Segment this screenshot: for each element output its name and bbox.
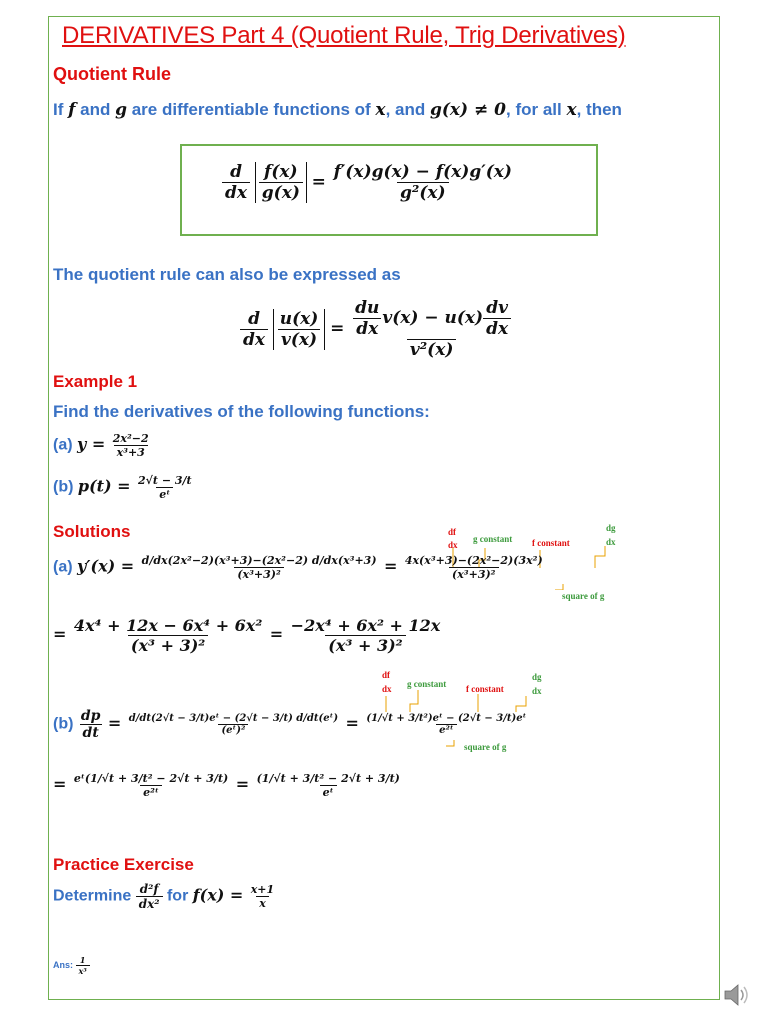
intro-g: g <box>115 100 127 120</box>
f2-vx: v(x) <box>278 329 320 350</box>
ann-b-square-of-g: square of g <box>464 742 507 752</box>
part-b-label: (b) <box>53 478 78 496</box>
sol-b-eq1: = <box>107 713 122 733</box>
answer-den: x³ <box>76 965 90 976</box>
alt-expression-text: The quotient rule can also be expressed as <box>53 265 401 284</box>
intro-w5: , for all <box>506 100 567 119</box>
sol-a-lhs: y′(x) = <box>77 556 135 576</box>
f2-du: du <box>355 298 380 318</box>
quotient-rule-heading: Quotient Rule <box>53 64 171 84</box>
practice-fx: f(x) = <box>192 885 244 905</box>
solutions-heading: Solutions <box>53 522 131 541</box>
part-b-lhs: p(t) = <box>77 476 131 496</box>
f2-d: d <box>248 308 260 329</box>
sol-b-den2: e²ᵗ <box>436 724 456 736</box>
ann-a-dx2: dx <box>606 537 616 547</box>
part-b-num: 2√t − 3/t <box>138 474 192 487</box>
part-a-den: x³+3 <box>114 445 148 459</box>
sol-a-eq3: = <box>269 624 284 644</box>
intro-w4: , and <box>385 100 430 119</box>
f1-gx: g(x) <box>259 182 303 203</box>
sol-b-l2-num2: (1/√t + 3/t² − 2√t + 3/t) <box>256 772 400 785</box>
practice-w1: Determine <box>53 887 136 905</box>
sol-a-line1 <box>53 554 546 581</box>
sol-b-eq2: = <box>345 713 359 733</box>
sol-b-num2: (1/√t + 3/t²)eᵗ − (2√t − 3/t)eᵗ <box>366 713 527 724</box>
sol-b-eq4: = <box>235 774 250 794</box>
f1-eq: = <box>311 171 326 192</box>
intro-w2: and <box>75 100 116 119</box>
f2-den: v²(x) <box>407 339 457 360</box>
ann-b-dx2: dx <box>532 686 542 696</box>
practice-question <box>53 882 277 911</box>
ann-b-g-constant: g constant <box>407 679 447 689</box>
ann-b-dx: dx <box>382 684 392 694</box>
part-a-lhs: y = <box>77 434 106 454</box>
practice-den: x <box>256 896 269 910</box>
sol-b-line1 <box>53 708 529 741</box>
f1-den: g²(x) <box>397 182 449 203</box>
intro-w1: If <box>53 100 69 119</box>
f2-mid: v(x) − u(x) <box>382 307 484 328</box>
sol-a-l2-num2: −2x⁴ + 6x² + 12x <box>290 616 441 635</box>
f1-d: d <box>230 162 242 182</box>
practice-d2f: d²f <box>139 882 159 896</box>
practice-heading: Practice Exercise <box>53 855 194 874</box>
sol-a-num1: d/dx(2x²−2)(x³+3)−(2x²−2) d/dx(x³+3) <box>141 554 377 567</box>
ann-a-dx: dx <box>448 540 458 550</box>
sol-a-den1: (x³+3)² <box>234 567 283 581</box>
practice-w2: for <box>166 887 193 905</box>
page-title: DERIVATIVES Part 4 (Quotient Rule, Trig Derivatives) <box>62 22 626 49</box>
ann-a-g-constant: g constant <box>473 534 513 544</box>
part-a-function <box>53 432 152 459</box>
sol-b-l2-den2: eᵗ <box>320 785 337 799</box>
ann-a-df: df <box>448 527 457 537</box>
part-a-label: (a) <box>53 436 77 454</box>
f2-dx2: dx <box>353 318 381 339</box>
part-b-den: eᵗ <box>156 487 173 501</box>
intro-text <box>53 100 622 120</box>
f2-ux: u(x) <box>279 308 319 329</box>
intro-x2: x <box>566 100 577 120</box>
sol-a-l2-den2: (x³ + 3)² <box>325 635 405 655</box>
sol-b-num1: d/dt(2√t − 3/t)eᵗ − (2√t − 3/t) d/dt(eᵗ) <box>128 713 339 724</box>
sol-a-num2: 4x(x³+3)−(2x²−2)(3x²) <box>404 554 543 567</box>
f2-dx: dx <box>240 329 268 350</box>
intro-condition: g(x) ≠ 0 <box>429 100 506 120</box>
sol-b-den1: (eᵗ)² <box>218 724 248 736</box>
f1-num: f′(x)g(x) − f(x)g′(x) <box>333 162 512 182</box>
f2-eq: = <box>330 318 345 339</box>
sol-b-label: (b) <box>53 715 78 733</box>
f2-dv: dv <box>486 298 508 318</box>
f1-fx: f(x) <box>264 162 298 182</box>
intro-f: f <box>68 100 76 120</box>
sol-a-eq2: = <box>53 624 67 644</box>
quotient-rule-formula <box>222 162 515 203</box>
sol-b-eq3: = <box>53 774 67 794</box>
f1-dx: dx <box>222 182 250 203</box>
sol-a-l2-num1: 4x⁴ + 12x − 6x⁴ + 6x² <box>73 616 263 635</box>
sol-b-lhs-num: dp <box>80 708 101 724</box>
practice-num: x+1 <box>250 883 275 896</box>
ann-b-dg: dg <box>532 672 542 682</box>
sol-b-l2-den1: e²ᵗ <box>140 785 162 799</box>
example-heading: Example 1 <box>53 372 138 391</box>
ann-a-f-constant: f constant <box>532 538 570 548</box>
ann-a-dg: dg <box>606 523 616 533</box>
sol-a-line2 <box>53 616 443 655</box>
f2-dx3: dx <box>483 318 511 339</box>
ann-a-square-of-g: square of g <box>562 591 605 601</box>
intro-x: x <box>375 100 386 120</box>
part-b-function <box>53 474 195 501</box>
intro-w3: are differentiable functions of <box>127 100 376 119</box>
sol-a-l2-den1: (x³ + 3)² <box>128 635 208 655</box>
part-a-num: 2x²−2 <box>112 432 149 445</box>
find-derivatives-text: Find the derivatives of the following functions: <box>53 402 430 421</box>
ann-b-f-constant: f constant <box>466 684 504 694</box>
ann-b-df: df <box>382 670 391 680</box>
answer-label: Ans: <box>53 959 76 970</box>
sol-a-label: (a) <box>53 558 77 576</box>
answer-num: 1 <box>79 955 86 965</box>
sol-b-l2-num1: eᵗ(1/√t + 3/t² − 2√t + 3/t) <box>73 772 229 785</box>
sol-b-line2 <box>53 772 403 799</box>
speaker-icon[interactable] <box>722 980 752 1010</box>
practice-dx2: dx² <box>136 896 163 911</box>
quotient-rule-alt-formula <box>240 298 514 360</box>
intro-w6: , then <box>576 100 622 119</box>
sol-b-lhs-den: dt <box>80 724 102 741</box>
sol-a-eq1: = <box>383 556 398 576</box>
answer <box>53 955 90 976</box>
sol-a-den2: (x³+3)² <box>449 567 498 581</box>
